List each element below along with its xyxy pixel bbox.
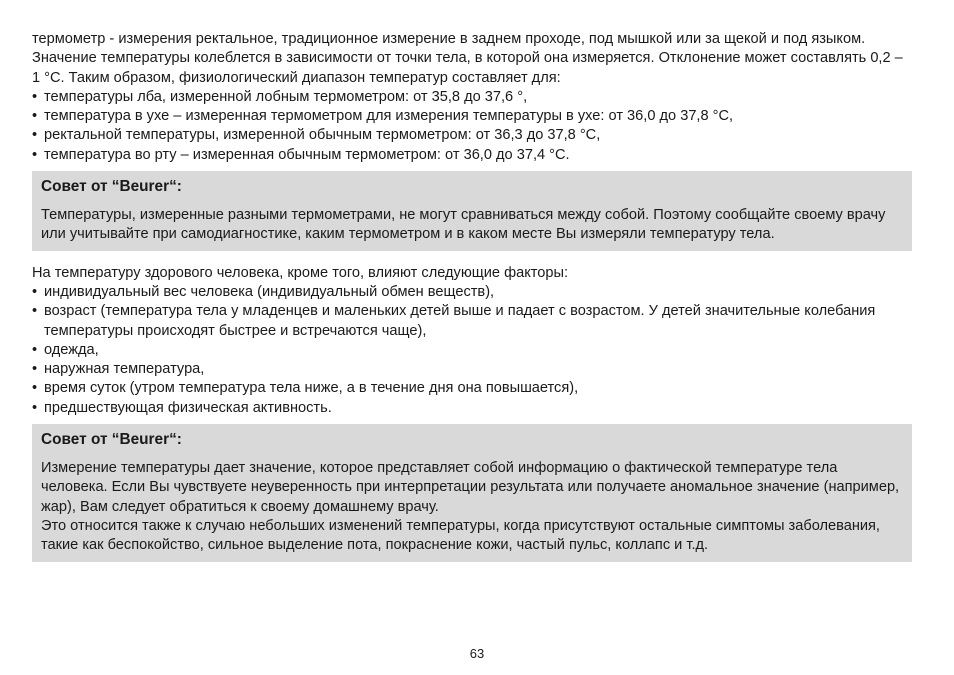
factors-list: [32, 283, 912, 418]
tip-title: Совет от “Beurer“:: [41, 178, 182, 196]
page-number: 63: [469, 646, 485, 661]
intro-paragraph-2: Значение температуры колеблется в зависимости от точки тела, в которой она измеряется. Отклонение может составлять 0,2 – 1 °С. Таким образом, физиологический диапазон температур составляет для:: [32, 50, 903, 86]
tip-body: Температуры, измеренные разными термометрами, не могут сравниваться между собой. Поэтому сообщайте своему врачу или учитывайте при самодиагностике, каким термометром и в каком месте Вы измеряли температуру тела.: [41, 207, 886, 243]
tip-box-2: [32, 424, 912, 561]
tip-box-1: [32, 171, 912, 251]
list-item: • температуры лба, измеренной лобным термометром: от 35,8 до 37,6 °,: [32, 88, 912, 107]
list-item: • температура в ухе – измеренная термометром для измерения температуры в ухе: от 36,0 до 37,8 °С,: [32, 107, 912, 126]
list-item: • предшествующая физическая активность.: [32, 399, 912, 418]
list-item: • наружная температура,: [32, 360, 912, 379]
temperature-range-list: [32, 88, 912, 165]
list-item: • возраст (температура тела у младенцев и маленьких детей выше и падает с возрастом. У детей значительные колебания температуры происходят быстрее и встречаются чаще),: [32, 302, 912, 341]
tip-body-paragraph-1: Измерение температуры дает значение, которое представляет собой информацию о фактической температуре тела человека. Если Вы чувствуете неуверенность при интерпретации результата или получаете аномальное значение (например, жар), Вам следует обратиться к своему домашнему врачу.: [41, 460, 900, 515]
list-item: • время суток (утром температура тела ниже, а в течение дня она повышается),: [32, 379, 912, 398]
list-item: • индивидуальный вес человека (индивидуальный обмен веществ),: [32, 283, 912, 302]
tip-body-paragraph-2: Это относится также к случаю небольших изменений температуры, когда присутствуют остальные симптомы заболевания, такие как беспокойство, сильное выделение пота, покраснение кожи, частый пульс, коллапс и т.д.: [41, 517, 880, 554]
factors-lead: На температуру здорового человека, кроме того, влияют следующие факторы:: [32, 264, 569, 281]
list-item: • температура во рту – измеренная обычным термометром: от 36,0 до 37,4 °С.: [32, 146, 912, 165]
tip-title: Совет от “Beurer“:: [41, 431, 182, 449]
list-item: • ректальной температуры, измеренной обычным термометром: от 36,3 до 37,8 °С,: [32, 126, 912, 145]
intro-paragraph-1: термометр - измерения ректальное, традиционное измерение в заднем проходе, под мышкой или за щекой и под языком.: [32, 31, 866, 47]
page-content: [32, 30, 912, 562]
list-item: • одежда,: [32, 341, 912, 360]
